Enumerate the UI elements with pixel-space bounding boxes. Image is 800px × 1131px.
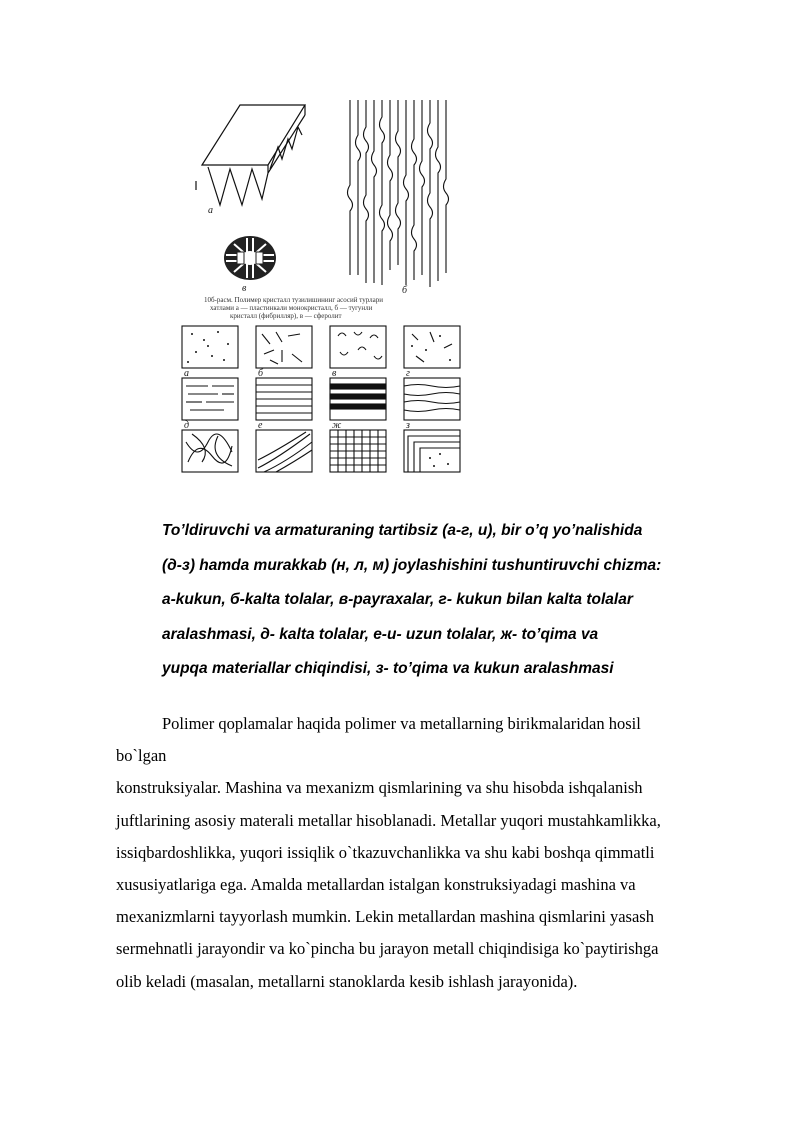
- grid-label-5: е: [258, 420, 263, 431]
- caption-line: (д-з) hamda murakkab (н, л, м) joylashishini tushuntiruvchi chizma:: [162, 556, 662, 574]
- grid-label-7: з: [406, 420, 410, 431]
- fibrillar-crystal-drawing: [348, 100, 449, 287]
- paragraph-line: olib keladi (masalan, metallarni stanoklarda kesib ishlash jarayonida).: [116, 971, 578, 991]
- figure-caption-line3: кристалл (фибрилляр), в — сферолит: [230, 312, 342, 320]
- lamellar-crystal-drawing: [196, 105, 305, 205]
- caption-line: aralashmasi, д- kalta tolalar, е-и- uzun tolalar, ж- to’qima va: [162, 625, 599, 643]
- label-b: б: [402, 285, 408, 296]
- paragraph-line: juftlarining asosiy materali metallar hisoblanadi. Metallar yuqori mustahkamlikka,: [116, 810, 661, 830]
- body-paragraph: [116, 708, 746, 998]
- paragraph-line: sermehnatli jarayondir va ko`pincha bu jarayon metall chiqindisiga ko`paytirishga: [116, 939, 659, 959]
- label-a: a: [208, 205, 213, 216]
- figure-caption-line2: хатлами а — пластинкали монокристалл, б — тугунли: [210, 304, 373, 312]
- grid-label-3: г: [406, 368, 410, 379]
- figure-caption-line1: 10б-расм. Полимер кристалл тузилишининг асосий турлари: [204, 296, 383, 304]
- figure-caption: [162, 514, 742, 687]
- paragraph-line: xususiyatlariga ega. Amalda metallardan istalgan konstruksiyadagi mashina va: [116, 875, 636, 895]
- box-fabric-grid: [330, 430, 386, 472]
- box-short-fibers: [256, 326, 312, 368]
- paragraph-line: konstruksiyalar. Mashina va mexanizm qismlarining va shu hisobda ishqalanish: [116, 778, 643, 798]
- box-long-fibers: [256, 378, 312, 420]
- box-wavy-fibers: [404, 378, 460, 420]
- grid-label-6: ж: [332, 420, 342, 431]
- grid-label-2: в: [332, 368, 337, 379]
- figure-filler-arrangement: [178, 322, 468, 477]
- figure-crystal-structures: [190, 95, 470, 320]
- box-tangled-fibers: [182, 430, 238, 472]
- paragraph-line: bo`lgan: [116, 746, 167, 766]
- grid-label-4: д: [184, 420, 190, 431]
- crystal-diagram: [190, 95, 470, 320]
- caption-line: yupqa materiallar chiqindisi, з- to’qima va kukun aralashmasi: [162, 660, 614, 677]
- spherulite-drawing: [224, 236, 276, 280]
- grid-label-0: а: [184, 368, 189, 379]
- paragraph-line: Polimer qoplamalar haqida polimer va metallarning birikmalaridan hosil: [162, 714, 641, 733]
- box-aligned-short-fibers: [182, 378, 238, 420]
- paragraph-line: issiqbardoshlikka, yuqori issiqlik o`tkazuvchanlikka va shu kabi boshqa qimmatli: [116, 842, 655, 862]
- box-fabric-and-powder: [404, 430, 460, 472]
- caption-line: To’ldiruvchi va armaturaning tartibsiz (а-г, и), bir o’q yo’nalishida: [162, 522, 643, 539]
- box-flakes: [330, 326, 386, 368]
- box-powder: [182, 326, 238, 368]
- box-powder-and-fibers: [404, 326, 460, 368]
- filler-grid-diagram: [178, 322, 468, 477]
- paragraph-line: mexanizmlarni tayyorlash mumkin. Lekin metallardan mashina qismlarini yasash: [116, 907, 654, 927]
- grid-label-1: б: [258, 368, 264, 379]
- caption-line: а-kukun, б-kalta tolalar, в-payraxalar, г- kukun bilan kalta tolalar: [162, 591, 633, 608]
- label-v: в: [242, 283, 247, 294]
- box-layered-fabric: [330, 378, 386, 420]
- box-diagonal-fibers: [256, 430, 312, 472]
